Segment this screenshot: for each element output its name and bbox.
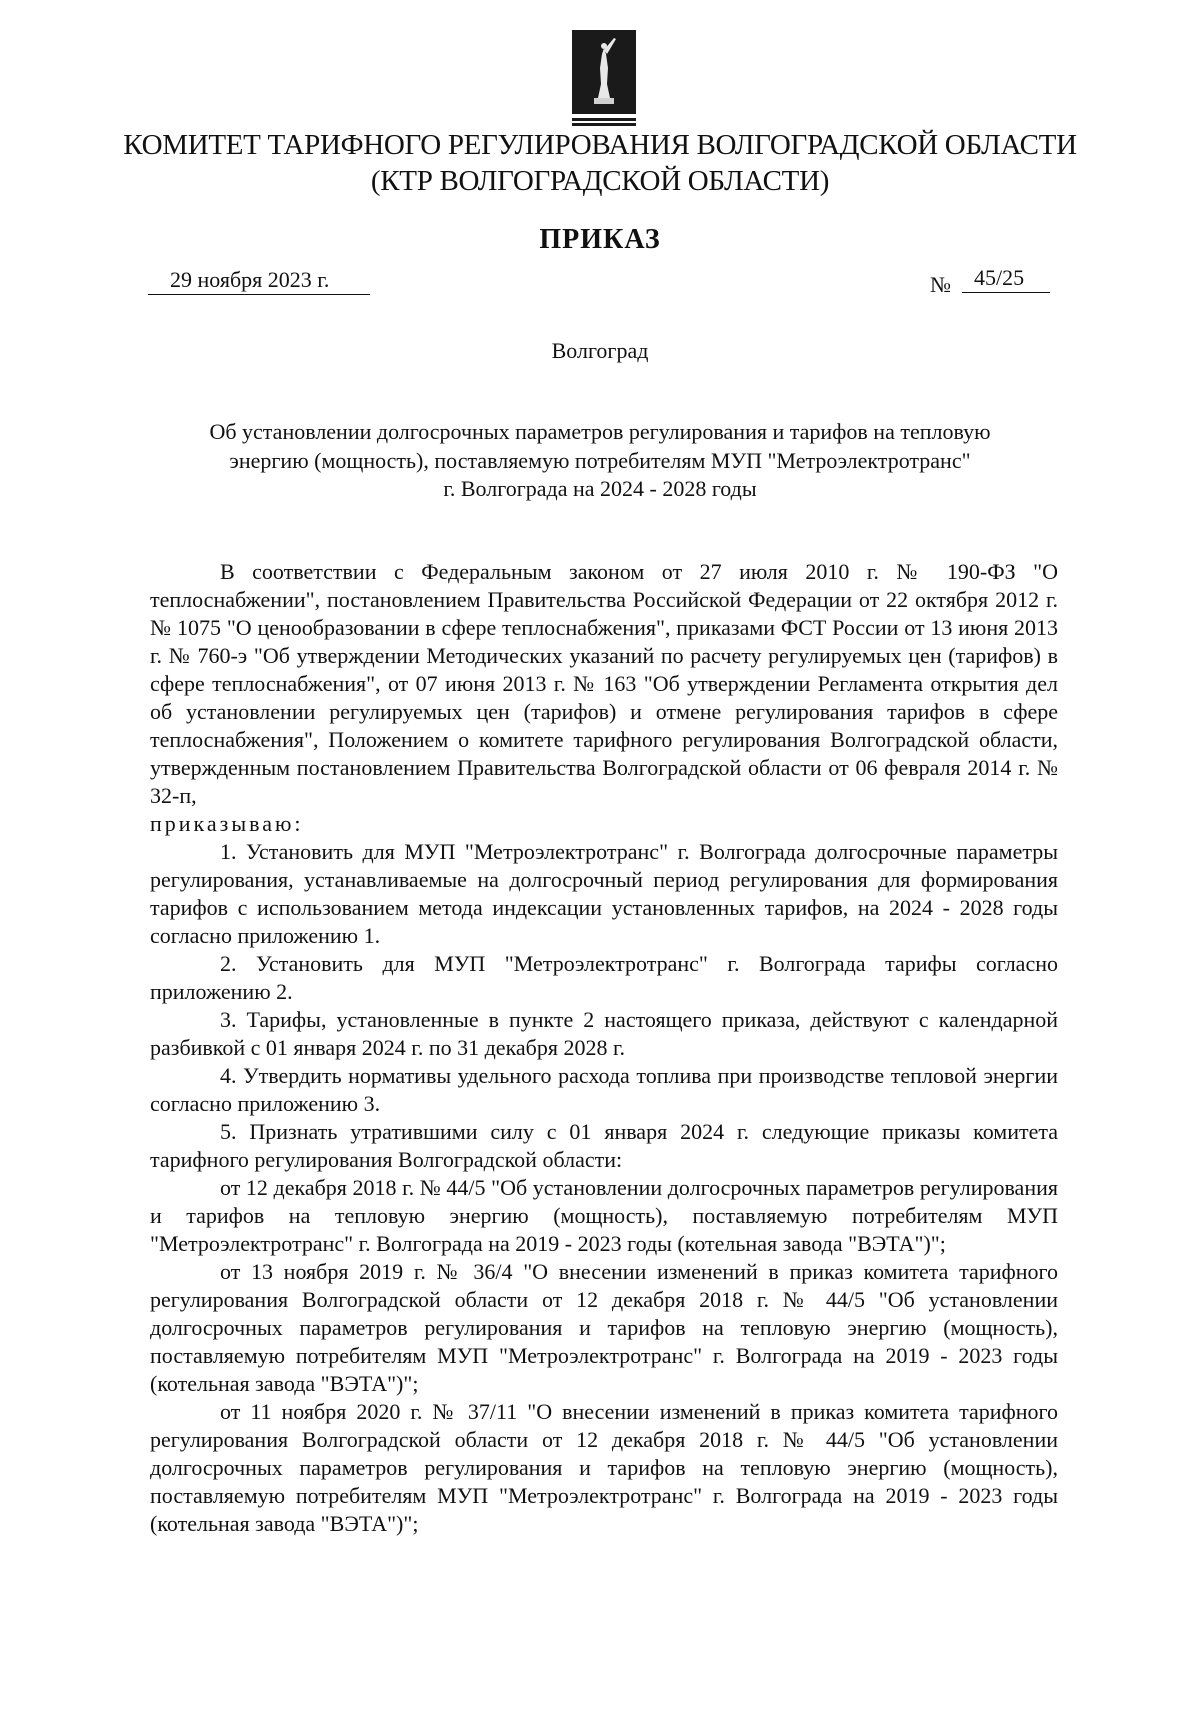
- document-type: ПРИКАЗ: [539, 224, 661, 255]
- number-sign: №: [930, 272, 951, 297]
- order-item-4: 4. Утвердить нормативы удельного расхода топлива при производстве тепловой энергии согласно приложению 3.: [150, 1063, 1058, 1116]
- revoked-order-1: от 12 декабря 2018 г. № 44/5 "Об установлении долгосрочных параметров регулирования и тарифов на тепловую энергию (мощность), поставляемую потребителям МУП "Метроэлектротранс" г. Волгограда на 2019 - 2023 годы (котельная завода "ВЭТА")";: [150, 1175, 1058, 1256]
- volgograd-emblem-icon: [570, 28, 638, 130]
- organization-abbreviation: (КТР ВОЛГОГРАДСКОЙ ОБЛАСТИ): [370, 165, 830, 197]
- document-city: Волгоград: [551, 338, 649, 363]
- document-number: 45/25: [962, 264, 1050, 293]
- revoked-order-3: от 11 ноября 2020 г. № 37/11 "О внесении изменений в приказ комитета тарифного регулирования Волгоградской области от 12 декабря 2018 г. № 44/5 "Об установлении долгосрочных параметров регулирования и тарифов на тепловую энергию (мощность), поставляемую потребителям МУП "Метроэлектротранс" г. Волгограда на 2019 - 2023 годы (котельная завода "ВЭТА")";: [150, 1399, 1058, 1536]
- document-body: [150, 558, 1058, 1538]
- preamble-paragraph: В соответствии с Федеральным законом от 27 июля 2010 г. № 190-ФЗ "О теплоснабжении", постановлением Правительства Российской Федерации от 22 октября 2012 г. № 1075 "О ценообразовании в сфере теплоснабжения", приказами ФСТ России от 13 июня 2013 г. № 760-э "Об утверждении Методических указаний по расчету регулируемых цен (тарифов) в сфере теплоснабжения", от 07 июня 2013 г. № 163 "Об утверждении Регламента открытия дел об установлении регулируемых цен (тарифов) и отмене регулирования тарифов в сфере теплоснабжения", Положением о комитете тарифного регулирования Волгоградской области, утвержденным постановлением Правительства Волгоградской области от 06 февраля 2014 г. № 32-п,: [150, 559, 1058, 808]
- order-item-1: 1. Установить для МУП "Метроэлектротранс" г. Волгограда долгосрочные параметры регулирования, устанавливаемые на долгосрочный период регулирования для формирования тарифов с использованием метода индексации установленных тарифов, на 2024 - 2028 годы согласно приложению 1.: [150, 839, 1058, 948]
- document-subject: [150, 418, 1050, 504]
- order-item-2: 2. Установить для МУП "Метроэлектротранс" г. Волгограда тарифы согласно приложению 2.: [150, 951, 1058, 1004]
- order-item-3: 3. Тарифы, установленные в пункте 2 настоящего приказа, действуют с календарной разбивкой с 01 января 2024 г. по 31 декабря 2028 г.: [150, 1007, 1058, 1060]
- subject-line: Об установлении долгосрочных параметров регулирования и тарифов на тепловую: [209, 419, 991, 444]
- revoked-order-2: от 13 ноября 2019 г. № 36/4 "О внесении изменений в приказ комитета тарифного регулирования Волгоградской области от 12 декабря 2018 г. № 44/5 "Об установлении долгосрочных параметров регулирования и тарифов на тепловую энергию (мощность), поставляемую потребителям МУП "Метроэлектротранс" г. Волгограда на 2019 - 2023 годы (котельная завода "ВЭТА")";: [150, 1259, 1058, 1396]
- subject-line: энергию (мощность), поставляемую потребителям МУП "Метроэлектротранс": [229, 447, 971, 473]
- document-date: 29 ноября 2023 г.: [148, 266, 370, 295]
- order-item-5: 5. Признать утратившими силу с 01 января 2024 г. следующие приказы комитета тарифного регулирования Волгоградской области:: [150, 1119, 1058, 1172]
- order-word: приказываю:: [150, 811, 304, 836]
- subject-line: г. Волгограда на 2024 - 2028 годы: [443, 476, 757, 501]
- organization-name: КОМИТЕТ ТАРИФНОГО РЕГУЛИРОВАНИЯ ВОЛГОГРАДСКОЙ ОБЛАСТИ: [123, 129, 1077, 161]
